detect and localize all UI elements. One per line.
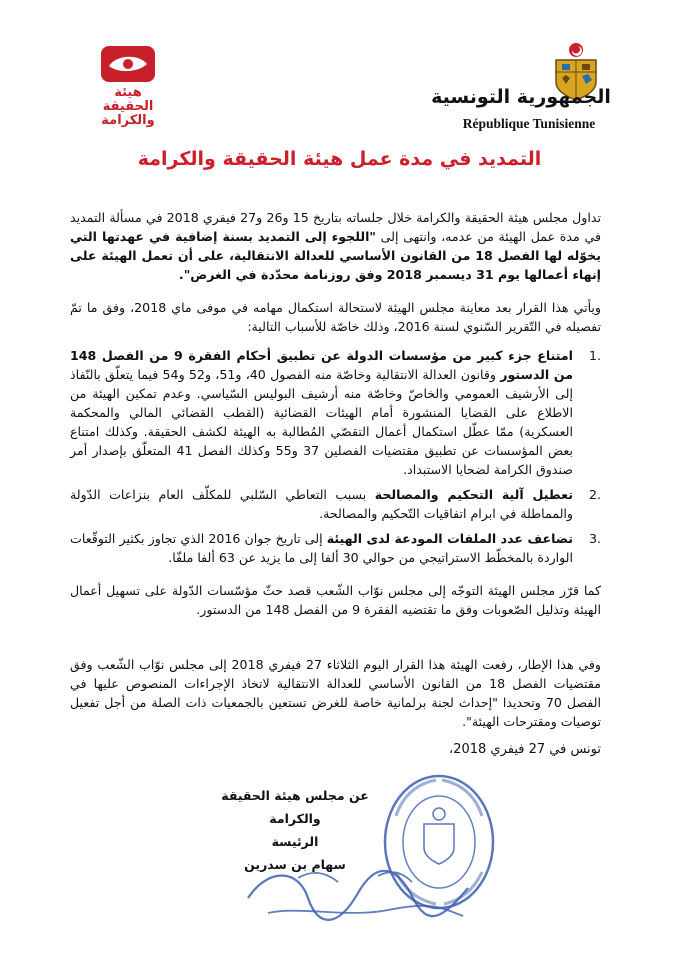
logo-line-2: الحقيقة bbox=[102, 99, 154, 114]
list-number: .1 bbox=[588, 348, 601, 363]
paragraph-4: وفي هذا الإطار، رفعت الهيئة هذا القرار اليوم الثلاثاء 27 فيفري 2018 إلى مجلس نوّاب الشّعب وفق مقتضيات الفصل 18 من القانون الأساسي للعدالة الانتقالية لاتخاذ الإجراءات المنصوص عليها في الفصل 70 وتحديدا "إحداث لجنة برلمانية خاصة للغرض تستعين بالجمعيات ذات الصلة من أجل تفعيل توصيات ومقترحات الهيئة". bbox=[70, 657, 601, 729]
list-item bbox=[70, 529, 601, 567]
signature-name: سهام بن سدرين bbox=[244, 857, 346, 872]
list-item bbox=[70, 346, 601, 479]
document-body bbox=[70, 208, 601, 745]
paragraph-1-intro: تداول مجلس هيئة الحقيقة والكرامة خلال جلساته بتاريخ 15 و26 و27 فيفري 2018 في مسألة التمديد في مدة عمل الهيئة من عدمه، وانتهى إلى bbox=[70, 210, 601, 244]
list-number: .2 bbox=[588, 487, 601, 502]
list-item-bold: تضاعف عدد الملفات المودعة لدى الهيئة bbox=[326, 531, 573, 546]
list-item-text: وقانون العدالة الانتقالية وخاصّة منه الفصول 40، و51، و52 و54 فيما يتعلّق بالنّفاذ إلى الأرشيف العمومي والخاصّ وخاصّة منه أرشيف البوليس السّياسي. وعدم تمكين الهيئة من الاطلاع على القضايا المنشورة أمام الهيئات القضائية (القطب القضائي المالي والمحكمة العسكرية) ممّا عطّل استكمال أعمال التقصّي المُطالبة به الهيئة لكشف الحقيقة. وكذلك امتناع بعض المؤسسات عن تطبيق مقتضيات الفصلين 37 و55 وكذلك الفصل 41 المتعلّق بإصدار أمر صندوق الكرامة لضحايا الاستبداد. bbox=[70, 367, 573, 477]
list-item-bold: امتناع جزء كبير من مؤسسات الدولة عن تطبيق أحكام الفقرة 9 من الفصل 148 من الدستور bbox=[70, 348, 573, 382]
document-date: تونس في 27 فيفري 2018، bbox=[448, 742, 601, 757]
ivd-logo bbox=[92, 44, 164, 128]
handwritten-signature-icon bbox=[238, 858, 478, 938]
signature-org: عن مجلس هيئة الحقيقة والكرامة bbox=[221, 788, 369, 826]
list-item bbox=[70, 485, 601, 523]
logo-mark-icon bbox=[97, 44, 159, 84]
paragraph-2: ويأتي هذا القرار بعد معاينة مجلس الهيئة لاستحالة استكمال مهامه في موفى ماي 2018، وفق ما تمّ تفصيله في التّقرير السّنوي لسنة 2016، وذلك خاصّة للأسباب التالية: bbox=[70, 300, 602, 334]
logo-text bbox=[92, 86, 164, 128]
republic-french: République Tunisienne bbox=[462, 116, 596, 131]
document-title: التمديد في مدة عمل هيئة الحقيقة والكرامة bbox=[137, 148, 542, 170]
paragraph-3: كما قرّر مجلس الهيئة التوجّه إلى مجلس نوّاب الشّعب قصد حثّ مؤسّسات الدّولة على تسهيل أعمال الهيئة وتذليل الصّعوبات وفق ما تقتضيه الفقرة 9 من الفصل 148 من الدستور. bbox=[70, 583, 601, 617]
republic-arabic: الجمهورية التونسية bbox=[431, 86, 611, 108]
reasons-list bbox=[70, 346, 601, 567]
signature-role: الرئيسة bbox=[271, 834, 319, 849]
list-item-text: بسبب التعاطي السّلبي للمكلّف العام بنزاعات الدّولة والمماطلة في ابرام اتفاقيات التّحكيم والمصالحة. bbox=[70, 487, 573, 521]
list-item-text: إلى تاريخ جوان 2016 الذي تجاوز بكثير التوقّعات الواردة بالمخطّط الاستراتيجي من حوالي 30 ألفا إلى ما يزيد عن 63 ألفا ملفّا. bbox=[70, 531, 573, 565]
logo-line-1: هيئة bbox=[114, 85, 142, 100]
paragraph-1-quote: "اللجوء إلى التمديد بسنة إضافية في عهدتها التي يخوّله لها الفصل 18 من القانون الأساسي للعدالة الانتقالية، على أن تعمل الهيئة على إنهاء أعمالها يوم 31 ديسمبر 2018 وفق روزنامة محدّدة في الغرض". bbox=[70, 229, 601, 282]
list-item-bold: تعطيل آلية التحكيم والمصالحة bbox=[374, 487, 573, 502]
logo-line-3: والكرامة bbox=[101, 113, 155, 128]
list-number: .3 bbox=[588, 531, 601, 546]
paragraph-1 bbox=[70, 208, 601, 284]
